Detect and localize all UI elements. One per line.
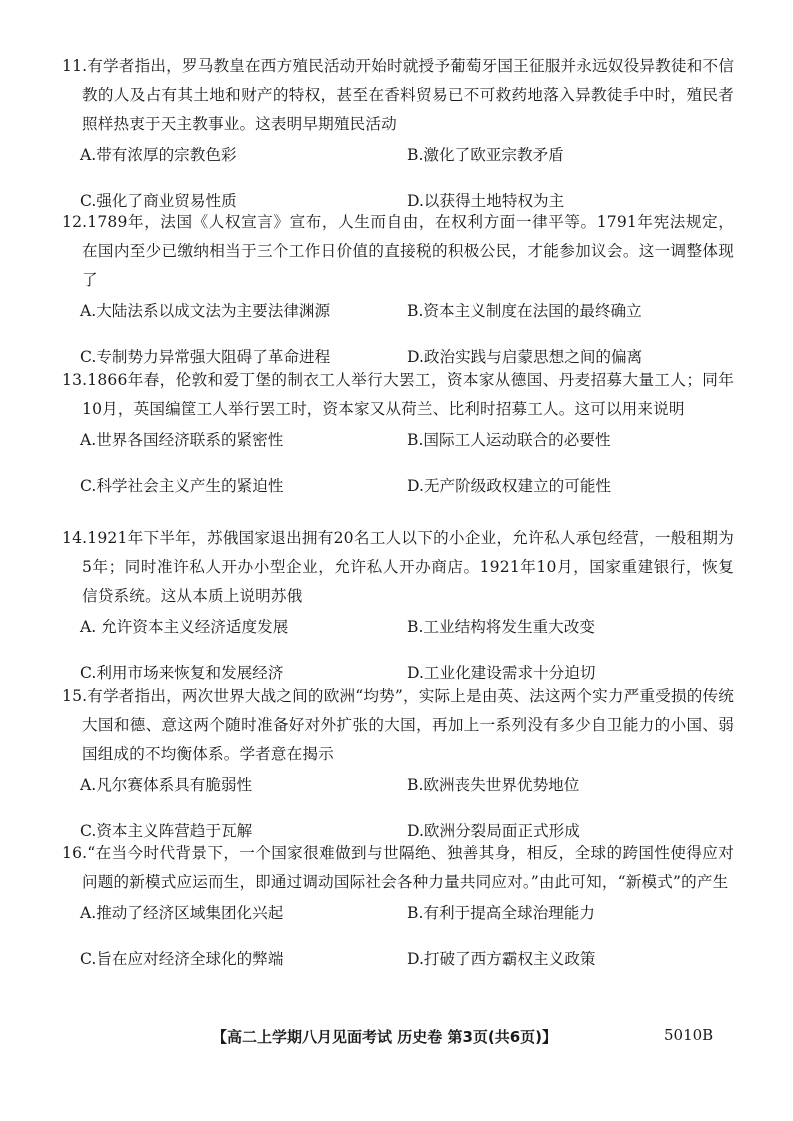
question-stem	[62, 52, 734, 139]
question-15	[0, 682, 793, 851]
option-c[interactable]: C.强化了商业贸易性质	[80, 192, 237, 210]
options	[80, 424, 734, 506]
question-number: 14.	[62, 529, 88, 547]
question-16	[0, 839, 793, 979]
question-text: 有学者指出，罗马教皇在西方殖民活动开始时就授予葡萄牙国王征服并永远奴役异教徒和不信教的人及占有其土地和财产的特权，甚至在香料贸易已不可救药地落入异教徒手中时，殖民者照样热衷于天主教事业。这表明早期殖民活动	[82, 57, 734, 133]
option-c[interactable]: C.科学社会主义产生的紧迫性	[80, 477, 284, 495]
paper-code: 5010B	[664, 1026, 714, 1044]
question-14	[0, 524, 793, 693]
option-c[interactable]: C.旨在应对经济全球化的弊端	[80, 950, 284, 968]
question-text: 1789年，法国《人权宣言》宣布，人生而自由，在权利方面一律平等。1791年宪法规定，在国内至少已缴纳相当于三个工作日价值的直接税的积极公民，才能参加议会。这一调整体现了	[82, 213, 734, 289]
option-d[interactable]: D.工业化建设需求十分迫切	[407, 664, 596, 682]
option-b[interactable]: B.有利于提高全球治理能力	[407, 904, 595, 922]
question-number: 13.	[62, 371, 88, 389]
question-text: 1866年春，伦敦和爱丁堡的制衣工人举行大罢工，资本家从德国、丹麦招募大量工人；同年10月，英国编筐工人举行罢工时，资本家又从荷兰、比利时招募工人。这可以用来说明	[82, 371, 734, 418]
option-a[interactable]: A. 允许资本主义经济适度发展	[80, 618, 289, 636]
options	[80, 611, 734, 693]
option-b[interactable]: B.激化了欧亚宗教矛盾	[407, 146, 564, 164]
question-13	[0, 366, 793, 506]
option-d[interactable]: D.欧洲分裂局面正式形成	[407, 822, 580, 840]
option-c[interactable]: C.专制势力异常强大阻碍了革命进程	[80, 348, 331, 366]
option-b[interactable]: B.国际工人运动联合的必要性	[407, 431, 611, 449]
option-b[interactable]: B.欧洲丧失世界优势地位	[407, 776, 580, 794]
option-d[interactable]: D.无产阶级政权建立的可能性	[407, 477, 612, 495]
option-a[interactable]: A.带有浓厚的宗教色彩	[80, 146, 237, 164]
question-12	[0, 208, 793, 377]
option-d[interactable]: D.打破了西方霸权主义政策	[407, 950, 596, 968]
question-stem	[62, 839, 734, 897]
question-number: 15.	[62, 687, 88, 705]
question-number: 11.	[62, 57, 88, 75]
question-text: “在当今时代背景下，一个国家很难做到与世隔绝、独善其身，相反，全球的跨国性使得应对问题的新模式应运而生，即通过调动国际社会各种力量共同应对。”由此可知，“新模式”的产生	[82, 844, 734, 891]
question-stem	[62, 682, 734, 769]
option-b[interactable]: B.资本主义制度在法国的最终确立	[407, 302, 642, 320]
question-text: 1921年下半年，苏俄国家退出拥有20名工人以下的小企业，允许私人承包经营，一般租期为5年；同时准许私人开办小型企业，允许私人开办商店。1921年10月，国家重建银行，恢复信贷系统。这从本质上说明苏俄	[82, 529, 734, 605]
question-stem	[62, 524, 734, 611]
options	[80, 295, 734, 377]
option-a[interactable]: A.推动了经济区域集团化兴起	[80, 904, 284, 922]
option-a[interactable]: A.凡尔赛体系具有脆弱性	[80, 776, 253, 794]
option-c[interactable]: C.资本主义阵营趋于瓦解	[80, 822, 253, 840]
question-number: 12.	[62, 213, 88, 231]
question-stem	[62, 366, 734, 424]
question-stem	[62, 208, 734, 295]
option-d[interactable]: D.以获得土地特权为主	[407, 192, 565, 210]
option-a[interactable]: A.大陆法系以成文法为主要法律渊源	[80, 302, 331, 320]
question-11	[0, 52, 793, 221]
option-b[interactable]: B.工业结构将发生重大改变	[407, 618, 595, 636]
option-d[interactable]: D.政治实践与启蒙思想之间的偏离	[407, 348, 643, 366]
options	[80, 897, 734, 979]
footer-title: 【高二上学期八月见面考试 历史卷 第3页(共6页)】	[212, 1028, 558, 1046]
option-a[interactable]: A.世界各国经济联系的紧密性	[80, 431, 284, 449]
question-number: 16.	[62, 844, 88, 862]
question-text: 有学者指出，两次世界大战之间的欧洲“均势”，实际上是由英、法这两个实力严重受损的传统大国和德、意这两个随时准备好对外扩张的大国，再加上一系列没有多少自卫能力的小国、弱国组成的不均衡体系。学者意在揭示	[82, 687, 734, 763]
option-c[interactable]: C.利用市场来恢复和发展经济	[80, 664, 284, 682]
